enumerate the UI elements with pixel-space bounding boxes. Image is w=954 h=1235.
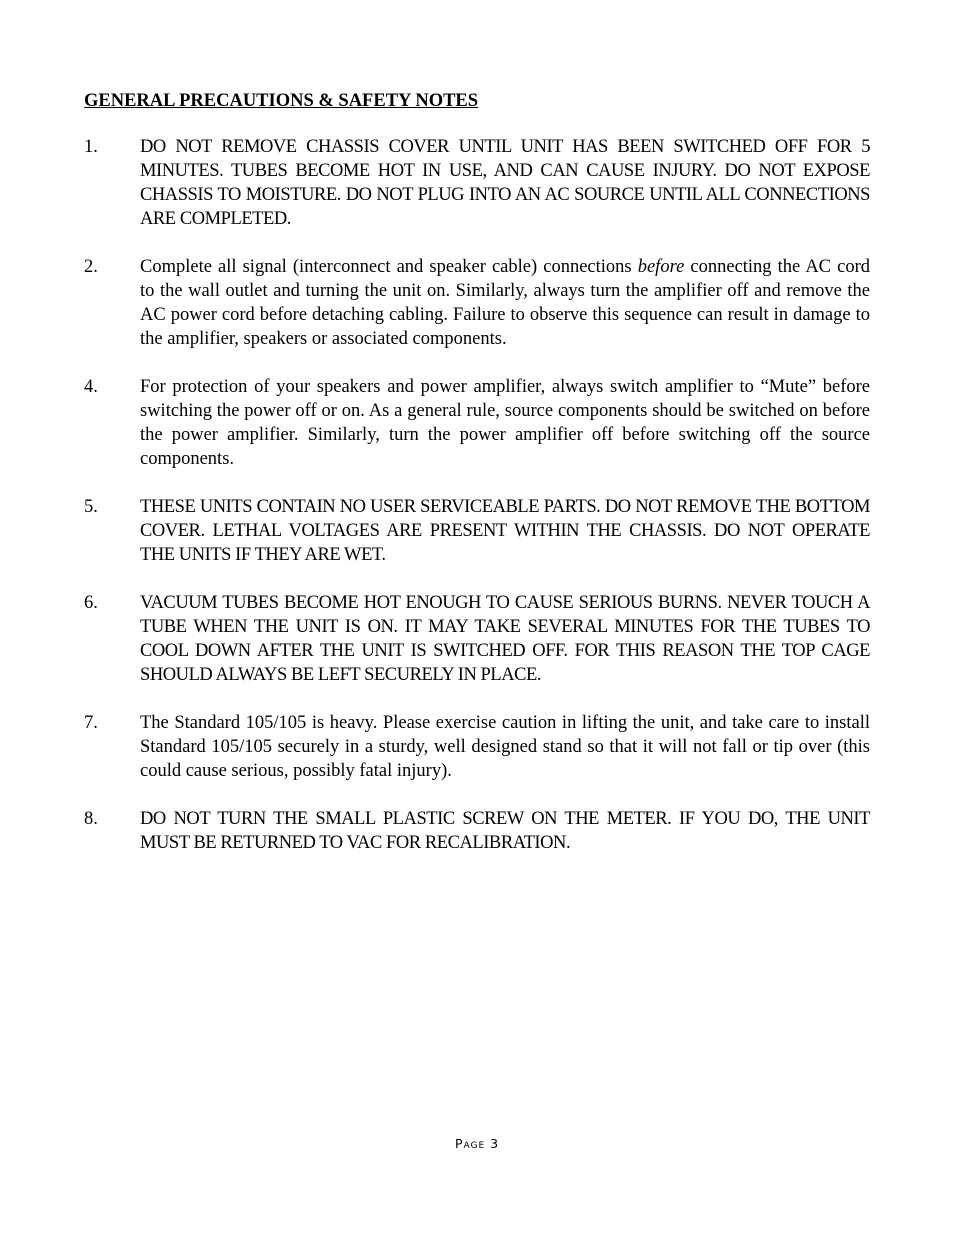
list-item xyxy=(84,495,870,567)
item-number: 5. xyxy=(84,497,98,517)
item-text: DO NOT REMOVE CHASSIS COVER UNTIL UNIT HAS BEEN SWITCHED OFF FOR 5 MINUTES. TUBES BECOME HOT IN USE, AND CAN CAUSE INJURY. DO NOT EXPOSE CHASSIS TO MOISTURE. DO NOT PLUG INTO AN AC SOURCE UNTIL ALL CONNECTIONS ARE COMPLETED. xyxy=(140,137,870,229)
document-page xyxy=(84,89,870,879)
list-item xyxy=(84,807,870,855)
list-item xyxy=(84,135,870,231)
item-number: 7. xyxy=(84,713,98,733)
list-item xyxy=(84,375,870,471)
item-text xyxy=(140,255,870,351)
item-text: THESE UNITS CONTAIN NO USER SERVICEABLE PARTS. DO NOT REMOVE THE BOTTOM COVER. LETHAL VOLTAGES ARE PRESENT WITHIN THE CHASSIS. DO NOT OPERATE THE UNITS IF THEY ARE WET. xyxy=(140,497,870,565)
item-text: DO NOT TURN THE SMALL PLASTIC SCREW ON THE METER. IF YOU DO, THE UNIT MUST BE RETURNED TO VAC FOR RECALIBRATION. xyxy=(140,809,870,853)
item-number: 8. xyxy=(84,809,98,829)
section-heading: GENERAL PRECAUTIONS & SAFETY NOTES xyxy=(84,91,479,111)
item-number: 4. xyxy=(84,377,98,397)
item-number: 2. xyxy=(84,257,98,277)
list-item xyxy=(84,255,870,351)
item-text-emphasis: before xyxy=(637,257,685,277)
item-text: For protection of your speakers and power amplifier, always switch amplifier to “Mute” before switching the power off or on. As a general rule, source components should be switched on before the power amplifier. Similarly, turn the power amplifier off before switching off the source components. xyxy=(140,377,870,469)
item-text: VACUUM TUBES BECOME HOT ENOUGH TO CAUSE SERIOUS BURNS. NEVER TOUCH A TUBE WHEN THE UNIT IS ON. IT MAY TAKE SEVERAL MINUTES FOR THE TUBES TO COOL DOWN AFTER THE UNIT IS SWITCHED OFF. FOR THIS REASON THE TOP CAGE SHOULD ALWAYS BE LEFT SECURELY IN PLACE. xyxy=(140,593,870,685)
item-text: The Standard 105/105 is heavy. Please exercise caution in lifting the unit, and take care to install Standard 105/105 securely in a sturdy, well designed stand so that it will not fall or tip over (this could cause serious, possibly fatal injury). xyxy=(140,713,870,781)
list-item xyxy=(84,711,870,783)
item-text-part: connecting the AC cord to the wall outlet and turning the unit on. Similarly, always turn the amplifier off and remove the AC power cord before detaching cabling. Failure to observe this sequence can result in damage to the amplifier, speakers or associated components. xyxy=(140,257,870,349)
item-text-part: Complete all signal (interconnect and speaker cable) connections xyxy=(140,257,638,277)
list-item xyxy=(84,591,870,687)
item-number: 1. xyxy=(84,137,98,157)
page-number: Page 3 xyxy=(454,1136,500,1151)
item-number: 6. xyxy=(84,593,98,613)
